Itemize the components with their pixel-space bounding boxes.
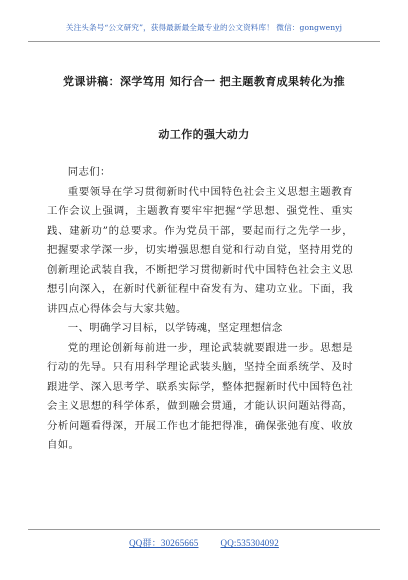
body-paragraph: 重要领导在学习贯彻新时代中国特色社会主义思想主题教育工作会议上强调，主题教育要牢牢把握“学思想、强党性、重实践、建新功”的总要求。作为党员干部，要起而行之先学一步，把握要求学深一步，切实增强思想自觉和行动自觉，坚持用党的创新理论武装自我，不断把学习贯彻新时代中国特色社会主义思想引向深入，在新时代新征程中奋发有为、建功立业。下面，我讲四点心得体会与大家共勉。 bbox=[47, 185, 353, 315]
document-body bbox=[47, 163, 353, 456]
document-title-line-2: 动工作的强大动力 bbox=[158, 128, 250, 141]
body-paragraph: 党的理论创新每前进一步，理论武装就要跟进一步。思想是行动的先导。只有用科学理论武装头脑，坚持全面系统学、及时跟进学、深入思考学、联系实际学，整体把握新时代中国特色社会主义思想的科学体系，做到融会贯通，才能认识问题站得高，分析问题看得深，开展工作也才能把得准，确保张弛有度、收放自如。 bbox=[47, 341, 353, 451]
salutation: 同志们： bbox=[67, 166, 111, 178]
header-divider bbox=[28, 41, 380, 42]
footer-contact bbox=[0, 536, 408, 549]
qq-group-link[interactable]: QQ群：30265665 bbox=[129, 538, 199, 548]
qq-contact-link[interactable]: QQ:535304092 bbox=[220, 538, 279, 548]
header-banner: 关注头条号“公文研究”，获得最新最全最专业的公文资料库！ 微信：gongwenyj bbox=[65, 23, 343, 32]
section-heading: 一、明确学习目标，以学铸魂，坚定理想信念 bbox=[67, 322, 283, 334]
footer-divider bbox=[28, 529, 380, 530]
document-title-line-1: 党课讲稿：深学笃用 知行合一 把主题教育成果转化为推 bbox=[62, 75, 346, 88]
